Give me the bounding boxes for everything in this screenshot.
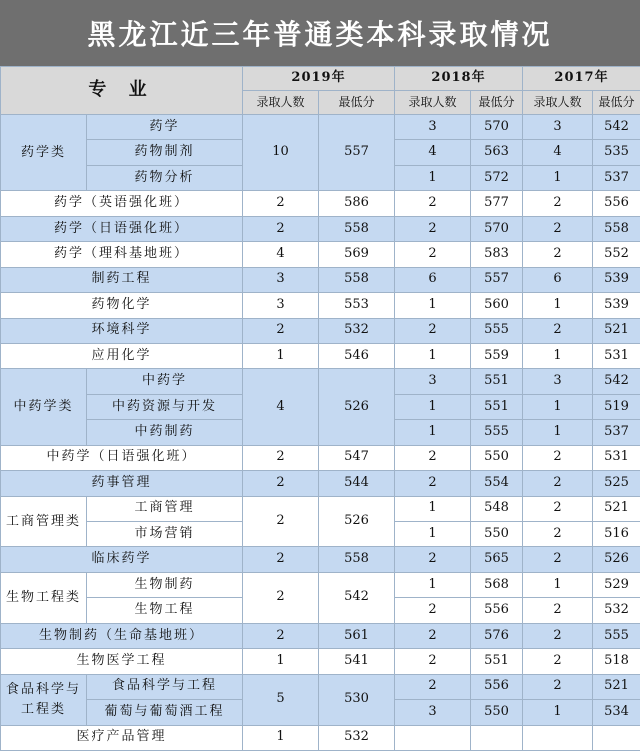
min-2018-cell: 551 xyxy=(471,369,523,394)
count-2019-cell: 2 xyxy=(243,216,319,241)
min-2018-cell: 576 xyxy=(471,623,523,648)
min-2018-cell: 551 xyxy=(471,394,523,419)
min-2017-cell: 535 xyxy=(593,140,640,165)
major-cell: 中药学（日语强化班） xyxy=(1,445,243,470)
count-2017-cell: 2 xyxy=(523,471,593,496)
count-2017-cell: 6 xyxy=(523,267,593,292)
min-2019-cell: 586 xyxy=(319,191,395,216)
group-cell: 生物工程类 xyxy=(1,572,87,623)
min-2019-cell: 553 xyxy=(319,293,395,318)
min-2019-cell: 561 xyxy=(319,623,395,648)
min-2018-cell: 560 xyxy=(471,293,523,318)
count-2019-cell: 1 xyxy=(243,343,319,368)
header-count-2017: 录取人数 xyxy=(523,91,593,115)
table-row xyxy=(1,115,640,140)
major-cell: 食品科学与工程 xyxy=(87,674,243,699)
header-min-2019: 最低分 xyxy=(319,91,395,115)
min-2017-cell: 518 xyxy=(593,649,640,674)
count-2017-cell: 4 xyxy=(523,140,593,165)
count-2019-cell: 2 xyxy=(243,572,319,623)
min-2017-cell: 539 xyxy=(593,267,640,292)
min-2017-cell: 521 xyxy=(593,674,640,699)
table-row xyxy=(1,191,640,216)
header-major: 专 业 xyxy=(1,67,243,115)
table-row xyxy=(1,674,640,699)
count-2018-cell xyxy=(395,725,471,751)
min-2019-cell: 544 xyxy=(319,471,395,496)
count-2018-cell: 1 xyxy=(395,496,471,521)
table-row xyxy=(1,267,640,292)
major-cell: 药学（英语强化班） xyxy=(1,191,243,216)
major-cell: 药事管理 xyxy=(1,471,243,496)
major-cell: 药物化学 xyxy=(1,293,243,318)
min-2017-cell: 531 xyxy=(593,445,640,470)
table-row xyxy=(1,343,640,368)
min-2019-cell: 541 xyxy=(319,649,395,674)
table-row xyxy=(1,445,640,470)
count-2019-cell: 4 xyxy=(243,242,319,267)
min-2019-cell: 532 xyxy=(319,725,395,751)
min-2019-cell: 557 xyxy=(319,115,395,191)
min-2017-cell: 526 xyxy=(593,547,640,572)
table-row xyxy=(1,725,640,751)
min-2017-cell: 519 xyxy=(593,394,640,419)
min-2017-cell: 552 xyxy=(593,242,640,267)
count-2018-cell: 2 xyxy=(395,445,471,470)
min-2018-cell: 555 xyxy=(471,318,523,343)
count-2019-cell: 2 xyxy=(243,623,319,648)
table-row xyxy=(1,216,640,241)
header-year-2017: 2017年 xyxy=(523,67,640,91)
count-2019-cell: 10 xyxy=(243,115,319,191)
min-2018-cell: 572 xyxy=(471,165,523,190)
min-2018-cell: 550 xyxy=(471,445,523,470)
min-2019-cell: 526 xyxy=(319,369,395,445)
count-2019-cell: 4 xyxy=(243,369,319,445)
header-year-2018: 2018年 xyxy=(395,67,523,91)
min-2017-cell: 534 xyxy=(593,700,640,725)
group-cell: 工商管理类 xyxy=(1,496,87,547)
count-2017-cell: 2 xyxy=(523,649,593,674)
count-2019-cell: 5 xyxy=(243,674,319,725)
count-2018-cell: 2 xyxy=(395,216,471,241)
header-min-2018: 最低分 xyxy=(471,91,523,115)
count-2017-cell: 3 xyxy=(523,369,593,394)
count-2018-cell: 1 xyxy=(395,420,471,445)
count-2018-cell: 2 xyxy=(395,598,471,623)
major-cell: 中药学 xyxy=(87,369,243,394)
major-cell: 生物制药（生命基地班） xyxy=(1,623,243,648)
count-2017-cell: 2 xyxy=(523,547,593,572)
count-2017-cell: 2 xyxy=(523,623,593,648)
min-2017-cell: 556 xyxy=(593,191,640,216)
count-2018-cell: 1 xyxy=(395,572,471,597)
major-cell: 药学 xyxy=(87,115,243,140)
min-2017-cell: 521 xyxy=(593,318,640,343)
min-2017-cell: 521 xyxy=(593,496,640,521)
group-cell: 药学类 xyxy=(1,115,87,191)
min-2018-cell xyxy=(471,725,523,751)
min-2017-cell: 525 xyxy=(593,471,640,496)
min-2017-cell: 542 xyxy=(593,369,640,394)
count-2019-cell: 2 xyxy=(243,547,319,572)
count-2018-cell: 1 xyxy=(395,522,471,547)
count-2018-cell: 2 xyxy=(395,191,471,216)
min-2018-cell: 565 xyxy=(471,547,523,572)
min-2018-cell: 551 xyxy=(471,649,523,674)
min-2018-cell: 555 xyxy=(471,420,523,445)
min-2017-cell: 532 xyxy=(593,598,640,623)
count-2019-cell: 2 xyxy=(243,496,319,547)
major-cell: 药物制剂 xyxy=(87,140,243,165)
min-2019-cell: 558 xyxy=(319,267,395,292)
count-2017-cell: 2 xyxy=(523,318,593,343)
min-2018-cell: 570 xyxy=(471,216,523,241)
major-cell: 环境科学 xyxy=(1,318,243,343)
table-row xyxy=(1,471,640,496)
count-2017-cell: 2 xyxy=(523,216,593,241)
count-2019-cell: 2 xyxy=(243,445,319,470)
min-2018-cell: 554 xyxy=(471,471,523,496)
min-2017-cell: 558 xyxy=(593,216,640,241)
major-cell: 中药资源与开发 xyxy=(87,394,243,419)
min-2018-cell: 557 xyxy=(471,267,523,292)
table-row xyxy=(1,572,640,597)
min-2018-cell: 570 xyxy=(471,115,523,140)
table-row xyxy=(1,496,640,521)
count-2017-cell: 1 xyxy=(523,343,593,368)
header-year-2019: 2019年 xyxy=(243,67,395,91)
count-2017-cell: 1 xyxy=(523,420,593,445)
min-2019-cell: 532 xyxy=(319,318,395,343)
min-2017-cell: 539 xyxy=(593,293,640,318)
table-row xyxy=(1,242,640,267)
major-cell: 生物医学工程 xyxy=(1,649,243,674)
min-2017-cell: 516 xyxy=(593,522,640,547)
count-2019-cell: 2 xyxy=(243,471,319,496)
count-2018-cell: 4 xyxy=(395,140,471,165)
count-2018-cell: 1 xyxy=(395,165,471,190)
min-2018-cell: 550 xyxy=(471,700,523,725)
count-2017-cell: 2 xyxy=(523,522,593,547)
major-cell: 应用化学 xyxy=(1,343,243,368)
min-2018-cell: 583 xyxy=(471,242,523,267)
count-2018-cell: 2 xyxy=(395,318,471,343)
count-2018-cell: 2 xyxy=(395,471,471,496)
table-row xyxy=(1,623,640,648)
count-2018-cell: 2 xyxy=(395,649,471,674)
min-2018-cell: 577 xyxy=(471,191,523,216)
count-2019-cell: 3 xyxy=(243,293,319,318)
count-2017-cell: 2 xyxy=(523,445,593,470)
table-row xyxy=(1,649,640,674)
group-cell: 食品科学与工程类 xyxy=(1,674,87,725)
min-2017-cell xyxy=(593,725,640,751)
count-2018-cell: 1 xyxy=(395,343,471,368)
min-2019-cell: 569 xyxy=(319,242,395,267)
major-cell: 药学（日语强化班） xyxy=(1,216,243,241)
count-2018-cell: 2 xyxy=(395,623,471,648)
min-2019-cell: 530 xyxy=(319,674,395,725)
min-2018-cell: 568 xyxy=(471,572,523,597)
min-2018-cell: 550 xyxy=(471,522,523,547)
min-2017-cell: 529 xyxy=(593,572,640,597)
count-2017-cell: 2 xyxy=(523,242,593,267)
count-2017-cell xyxy=(523,725,593,751)
min-2019-cell: 558 xyxy=(319,216,395,241)
min-2018-cell: 556 xyxy=(471,598,523,623)
count-2017-cell: 1 xyxy=(523,165,593,190)
count-2019-cell: 2 xyxy=(243,318,319,343)
count-2018-cell: 2 xyxy=(395,547,471,572)
major-cell: 中药制药 xyxy=(87,420,243,445)
group-cell: 中药学类 xyxy=(1,369,87,445)
min-2018-cell: 559 xyxy=(471,343,523,368)
header-count-2019: 录取人数 xyxy=(243,91,319,115)
major-cell: 医疗产品管理 xyxy=(1,725,243,751)
min-2019-cell: 542 xyxy=(319,572,395,623)
header-min-2017: 最低分 xyxy=(593,91,640,115)
major-cell: 葡萄与葡萄酒工程 xyxy=(87,700,243,725)
table-row xyxy=(1,547,640,572)
min-2019-cell: 526 xyxy=(319,496,395,547)
count-2017-cell: 2 xyxy=(523,496,593,521)
min-2018-cell: 548 xyxy=(471,496,523,521)
major-cell: 临床药学 xyxy=(1,547,243,572)
count-2019-cell: 1 xyxy=(243,649,319,674)
count-2017-cell: 1 xyxy=(523,394,593,419)
table-row xyxy=(1,293,640,318)
count-2017-cell: 2 xyxy=(523,598,593,623)
major-cell: 生物工程 xyxy=(87,598,243,623)
count-2019-cell: 2 xyxy=(243,191,319,216)
count-2019-cell: 1 xyxy=(243,725,319,751)
count-2018-cell: 2 xyxy=(395,674,471,699)
major-cell: 药物分析 xyxy=(87,165,243,190)
major-cell: 制药工程 xyxy=(1,267,243,292)
page-title: 黑龙江近三年普通类本科录取情况 xyxy=(0,0,640,66)
count-2017-cell: 1 xyxy=(523,572,593,597)
table-row xyxy=(1,369,640,394)
count-2017-cell: 2 xyxy=(523,191,593,216)
min-2017-cell: 531 xyxy=(593,343,640,368)
min-2019-cell: 547 xyxy=(319,445,395,470)
count-2018-cell: 6 xyxy=(395,267,471,292)
count-2018-cell: 1 xyxy=(395,394,471,419)
min-2017-cell: 537 xyxy=(593,420,640,445)
major-cell: 药学（理科基地班） xyxy=(1,242,243,267)
count-2017-cell: 3 xyxy=(523,115,593,140)
min-2017-cell: 542 xyxy=(593,115,640,140)
major-cell: 生物制药 xyxy=(87,572,243,597)
min-2018-cell: 556 xyxy=(471,674,523,699)
header-count-2018: 录取人数 xyxy=(395,91,471,115)
count-2018-cell: 2 xyxy=(395,242,471,267)
count-2019-cell: 3 xyxy=(243,267,319,292)
min-2019-cell: 546 xyxy=(319,343,395,368)
count-2018-cell: 3 xyxy=(395,115,471,140)
min-2017-cell: 555 xyxy=(593,623,640,648)
min-2019-cell: 558 xyxy=(319,547,395,572)
admission-table xyxy=(0,66,640,751)
count-2017-cell: 1 xyxy=(523,293,593,318)
count-2018-cell: 3 xyxy=(395,700,471,725)
count-2018-cell: 1 xyxy=(395,293,471,318)
major-cell: 市场营销 xyxy=(87,522,243,547)
table-row xyxy=(1,318,640,343)
min-2018-cell: 563 xyxy=(471,140,523,165)
min-2017-cell: 537 xyxy=(593,165,640,190)
count-2017-cell: 1 xyxy=(523,700,593,725)
count-2017-cell: 2 xyxy=(523,674,593,699)
count-2018-cell: 3 xyxy=(395,369,471,394)
major-cell: 工商管理 xyxy=(87,496,243,521)
